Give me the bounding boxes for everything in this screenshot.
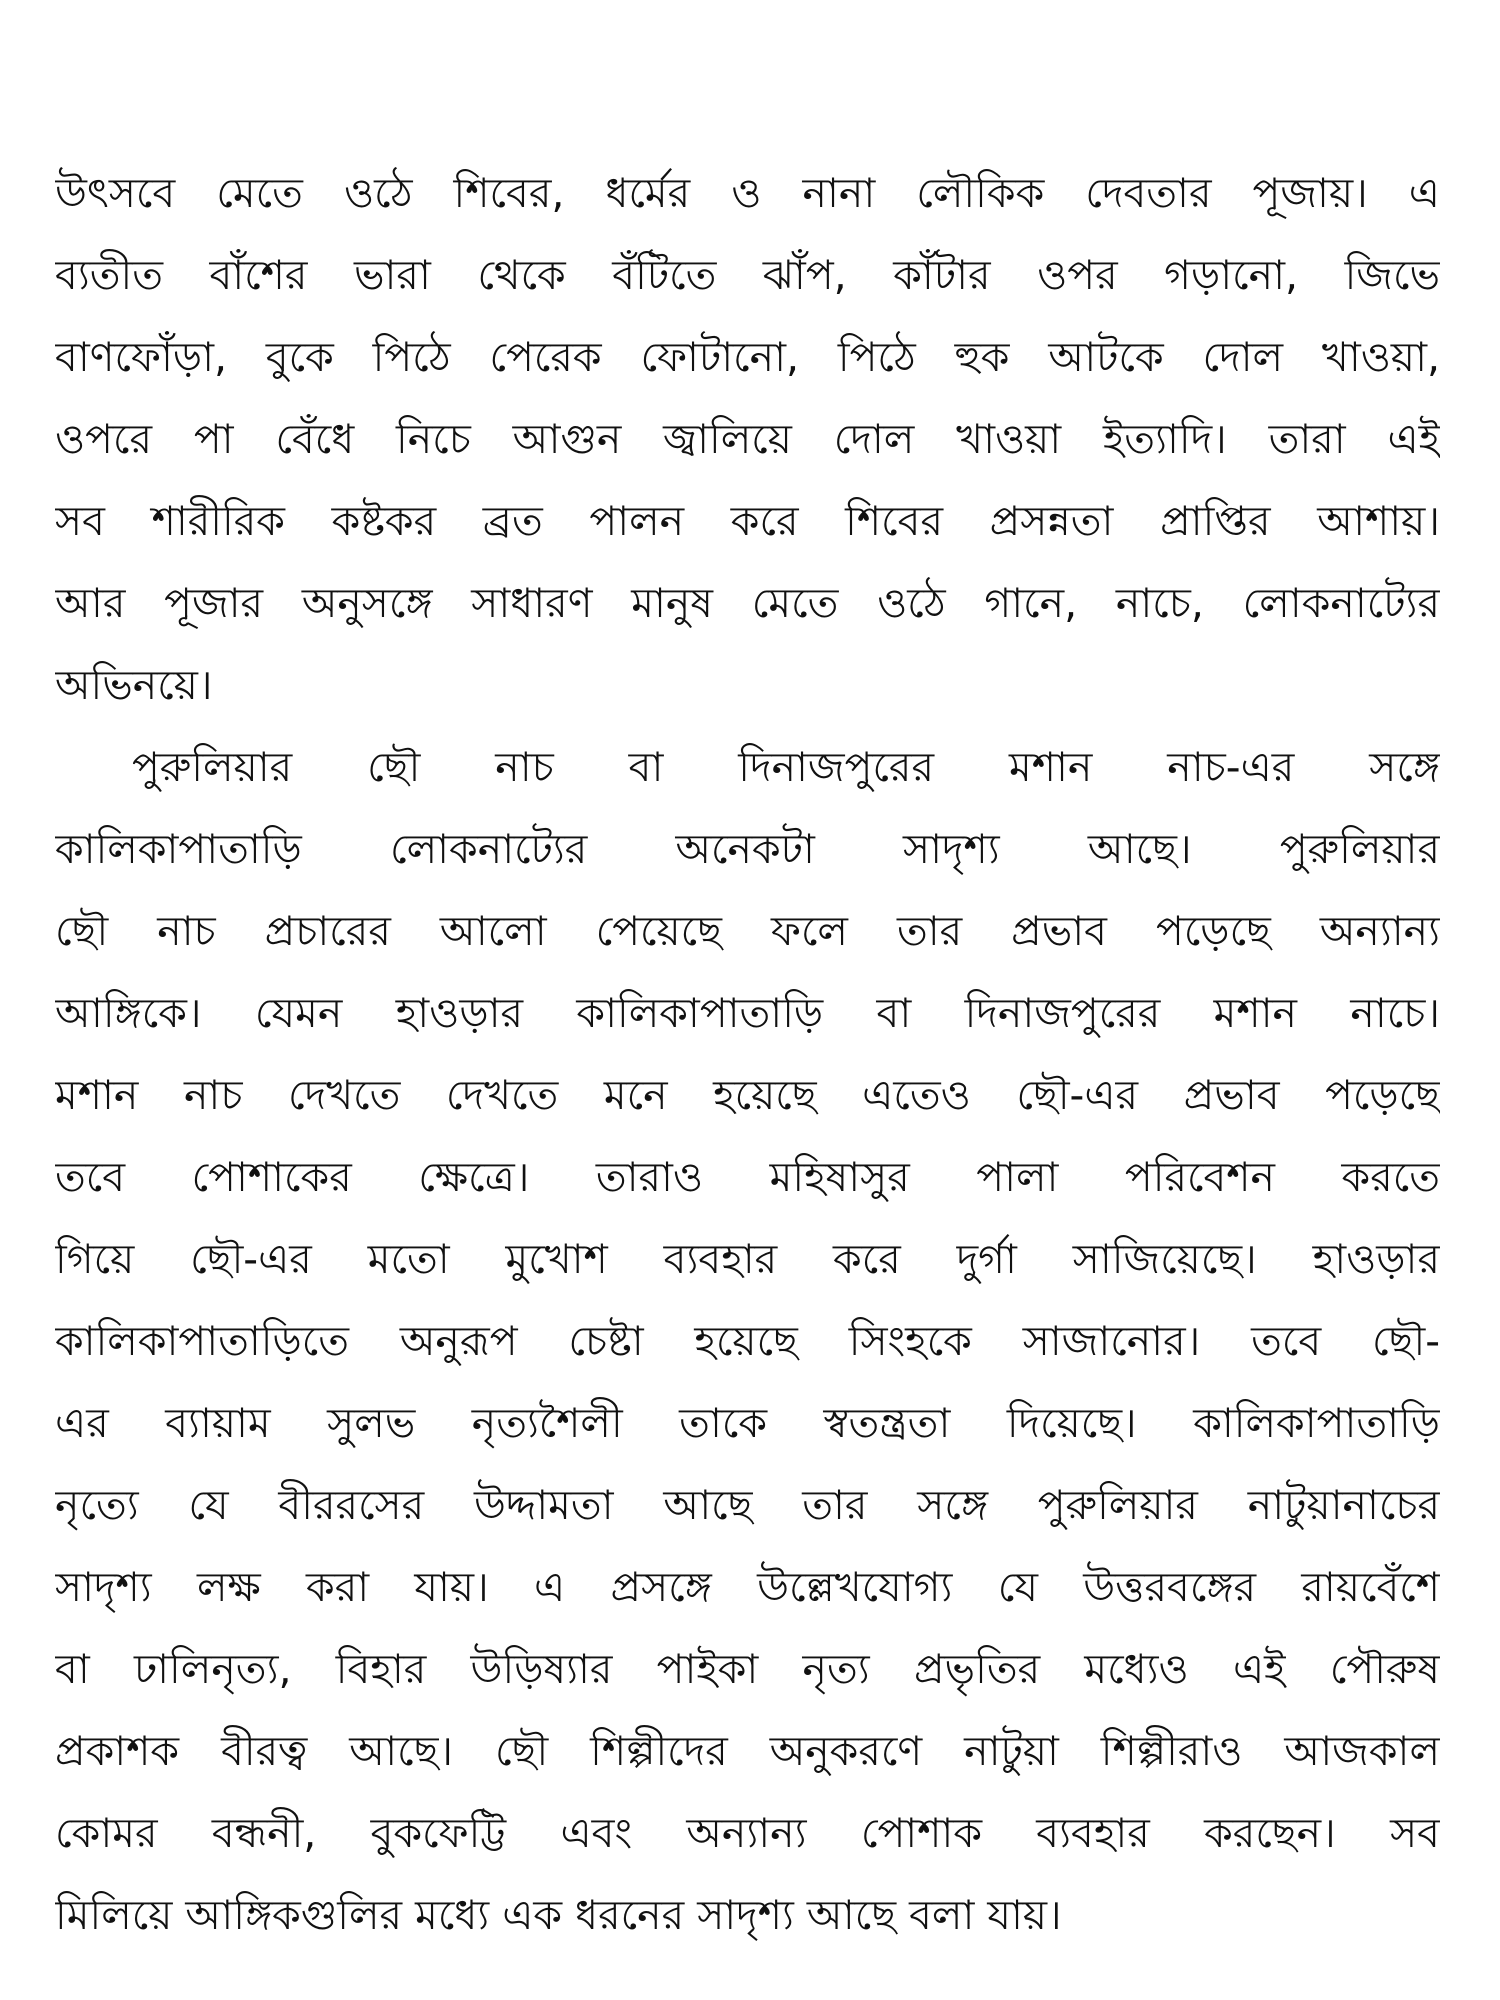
text-line: প্রকাশক বীরত্ব আছে। ছৌ শিল্পীদের অনুকরণে নাটুয়া শিল্পীরাও আজকাল: [55, 1727, 1440, 1775]
text-line: বা ঢালিনৃত্য, বিহার উড়িষ্যার পাইকা নৃত্য প্রভৃতির মধ্যেও এই পৌরুষ: [55, 1645, 1440, 1693]
paragraph-2: [55, 726, 1440, 1956]
paragraph-1: [55, 152, 1440, 726]
text-line: মিলিয়ে আঙ্গিকগুলির মধ্যে এক ধরনের সাদৃশ্য আছে বলা যায়।: [55, 1891, 1062, 1939]
text-line: পুরুলিয়ার ছৌ নাচ বা দিনাজপুরের মশান নাচ-এর সঙ্গে: [132, 743, 1440, 791]
text-line: বাণফোঁড়া, বুকে পিঠে পেরেক ফোটানো, পিঠে হুক আটকে দোল খাওয়া,: [55, 333, 1440, 381]
text-line: ছৌ নাচ প্রচারের আলো পেয়েছে ফলে তার প্রভাব পড়েছে অন্যান্য: [55, 907, 1440, 955]
text-line: কালিকাপাতাড়িতে অনুরূপ চেষ্টা হয়েছে সিংহকে সাজানোর। তবে ছৌ-: [55, 1317, 1440, 1365]
text-line: সাদৃশ্য লক্ষ করা যায়। এ প্রসঙ্গে উল্লেখযোগ্য যে উত্তরবঙ্গের রায়বেঁশে: [55, 1563, 1440, 1611]
text-line: এর ব্যায়াম সুলভ নৃত্যশৈলী তাকে স্বতন্ত্রতা দিয়েছে। কালিকাপাতাড়ি: [55, 1399, 1440, 1447]
text-line: ব্যতীত বাঁশের ভারা থেকে বঁটিতে ঝাঁপ, কাঁটার ওপর গড়ানো, জিভে: [55, 251, 1440, 299]
text-line: অভিনয়ে।: [55, 661, 213, 709]
text-line: গিয়ে ছৌ-এর মতো মুখোশ ব্যবহার করে দুর্গা সাজিয়েছে। হাওড়ার: [55, 1235, 1440, 1283]
text-line: কোমর বন্ধনী, বুকফেট্টি এবং অন্যান্য পোশাক ব্যবহার করছেন। সব: [55, 1809, 1440, 1857]
text-line: সব শারীরিক কষ্টকর ব্রত পালন করে শিবের প্রসন্নতা প্রাপ্তির আশায়।: [55, 497, 1440, 545]
text-line: উৎসবে মেতে ওঠে শিবের, ধর্মের ও নানা লৌকিক দেবতার পূজায়। এ: [55, 169, 1440, 217]
text-line: আর পূজার অনুসঙ্গে সাধারণ মানুষ মেতে ওঠে গানে, নাচে, লোকনাট্যের: [55, 579, 1440, 627]
text-line: তবে পোশাকের ক্ষেত্রে। তারাও মহিষাসুর পালা পরিবেশন করতে: [55, 1153, 1440, 1201]
text-line: ওপরে পা বেঁধে নিচে আগুন জ্বালিয়ে দোল খাওয়া ইত্যাদি। তারা এই: [55, 415, 1440, 463]
text-line: মশান নাচ দেখতে দেখতে মনে হয়েছে এতেও ছৌ-এর প্রভাব পড়েছে: [55, 1071, 1440, 1119]
text-line: নৃত্যে যে বীররসের উদ্দামতা আছে তার সঙ্গে পুরুলিয়ার নাটুয়ানাচের: [55, 1481, 1440, 1529]
body-text: [55, 152, 1440, 1956]
text-line: আঙ্গিকে। যেমন হাওড়ার কালিকাপাতাড়ি বা দিনাজপুরের মশান নাচে।: [55, 989, 1440, 1037]
text-line: কালিকাপাতাড়ি লোকনাট্যের অনেকটা সাদৃশ্য আছে। পুরুলিয়ার: [55, 825, 1440, 873]
